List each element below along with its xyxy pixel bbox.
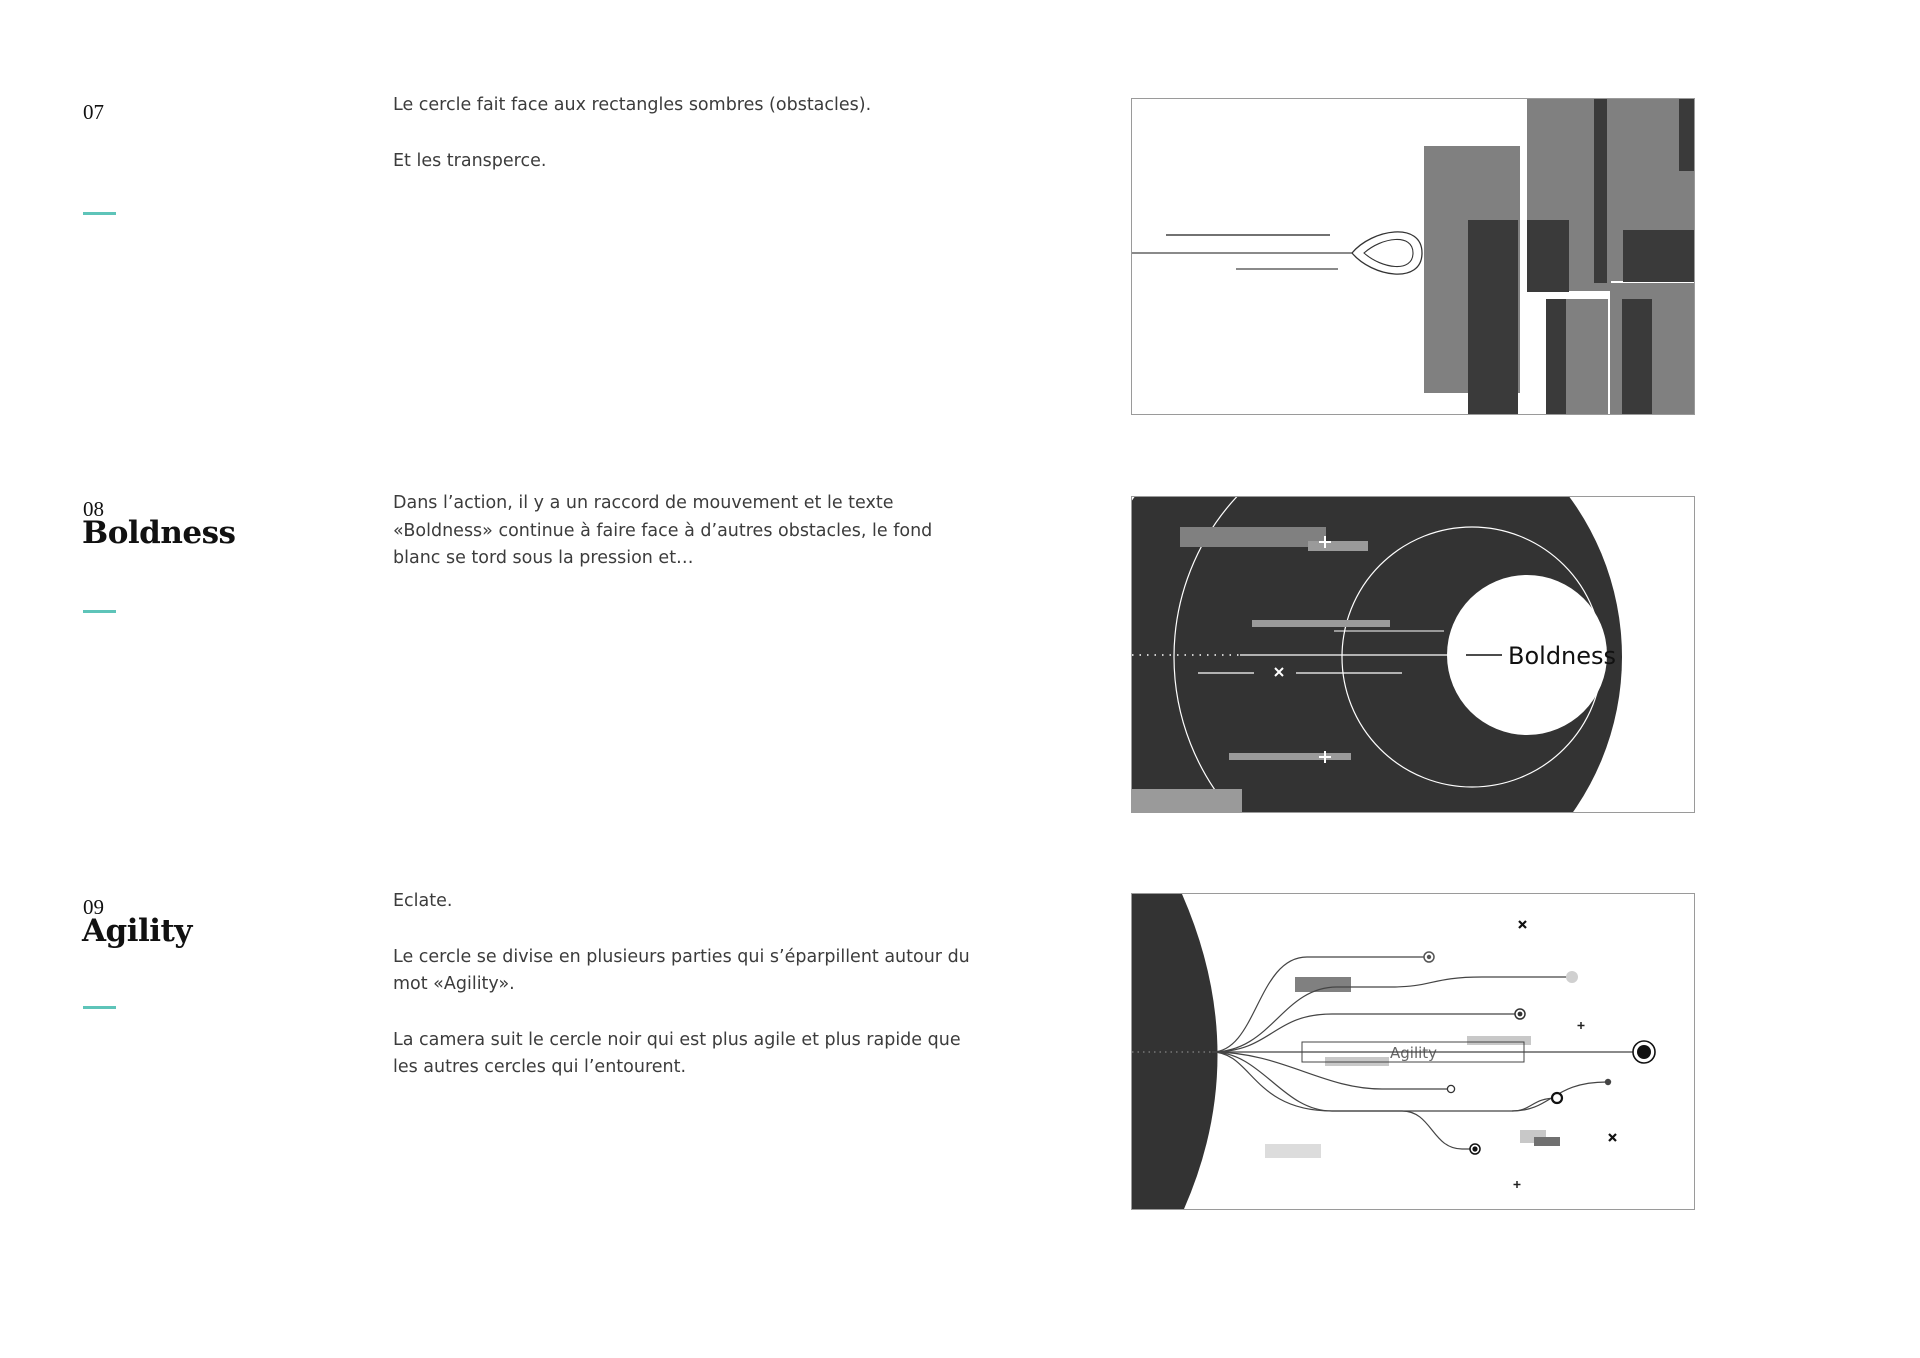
accent-dash bbox=[83, 1006, 116, 1009]
frame-word-label: Agility bbox=[1390, 1044, 1438, 1062]
section-number: 08 bbox=[83, 497, 104, 521]
section-title: Agility bbox=[82, 913, 192, 949]
frame-illustration bbox=[1132, 894, 1694, 1209]
section-number: 09 bbox=[83, 895, 104, 919]
storyboard-frame-08 bbox=[1131, 496, 1695, 813]
section-title: Boldness bbox=[82, 515, 236, 551]
frame-illustration bbox=[1132, 497, 1694, 812]
section-description bbox=[393, 490, 983, 601]
section-description bbox=[393, 92, 983, 203]
frame-word-label: Boldness bbox=[1508, 642, 1617, 670]
storyboard-frame-09 bbox=[1131, 893, 1695, 1210]
paragraph: Le cercle fait face aux rectangles sombres (obstacles). bbox=[393, 95, 872, 115]
paragraph: Dans l’action, il y a un raccord de mouvement et le texte «Boldness» continue à faire face à d’autres obstacles, le fond blanc se tord sous la pression et… bbox=[393, 493, 933, 568]
paragraph: Et les transperce. bbox=[393, 150, 547, 171]
paragraph: Eclate. bbox=[393, 891, 453, 911]
accent-dash bbox=[83, 610, 116, 613]
accent-dash bbox=[83, 212, 116, 215]
paragraph: Le cercle se divise en plusieurs parties qui s’éparpillent autour du mot «Agility». bbox=[393, 946, 970, 994]
frame-illustration bbox=[1132, 99, 1694, 414]
section-description bbox=[393, 888, 983, 1110]
storyboard-frame-07 bbox=[1131, 98, 1695, 415]
paragraph: La camera suit le cercle noir qui est plus agile et plus rapide que les autres cercles qui l’entourent. bbox=[393, 1029, 961, 1077]
section-number: 07 bbox=[83, 100, 104, 124]
